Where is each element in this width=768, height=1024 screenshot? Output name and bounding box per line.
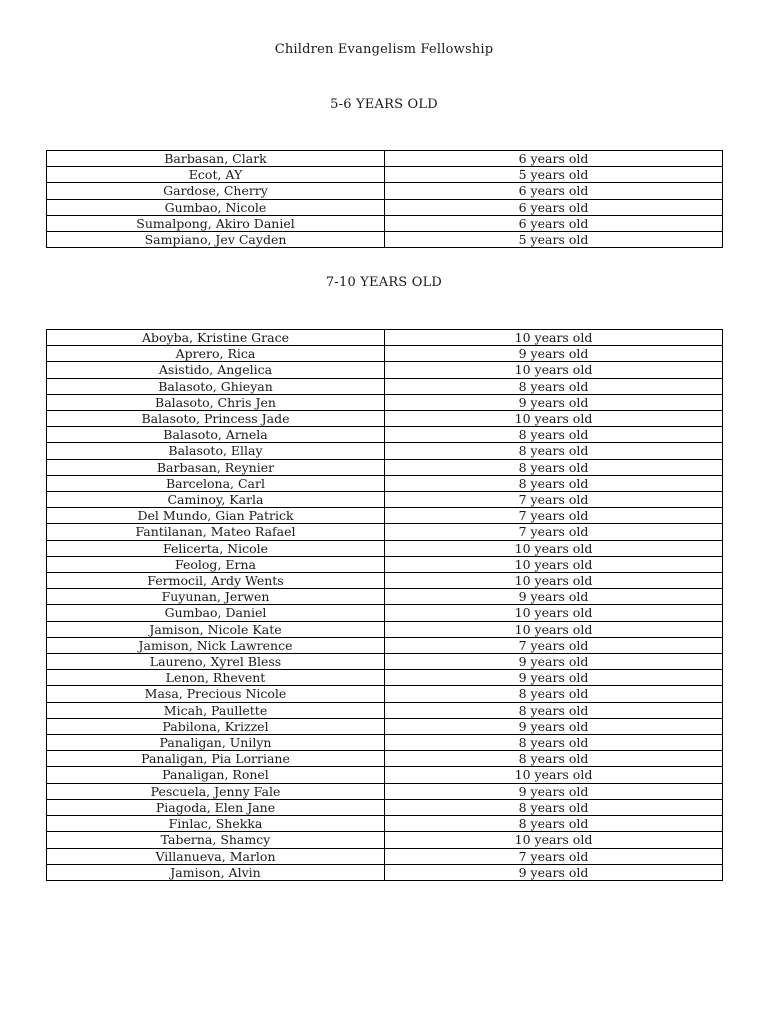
table-row [47, 735, 723, 751]
child-name-cell: Panaligan, Pia Lorriane [47, 751, 385, 767]
child-age-cell: 8 years old [385, 686, 723, 702]
table-row [47, 702, 723, 718]
child-age-cell: 9 years old [385, 346, 723, 362]
child-age-cell: 8 years old [385, 443, 723, 459]
child-name-cell: Gumbao, Nicole [47, 199, 385, 215]
child-age-cell: 9 years old [385, 670, 723, 686]
table-row [47, 799, 723, 815]
table-row [47, 378, 723, 394]
child-name-cell: Sampiano, Jev Cayden [47, 232, 385, 248]
child-name-cell: Lenon, Rhevent [47, 670, 385, 686]
child-age-cell: 10 years old [385, 621, 723, 637]
child-age-cell: 10 years old [385, 556, 723, 572]
child-name-cell: Del Mundo, Gian Patrick [47, 508, 385, 524]
table-row [47, 427, 723, 443]
child-name-cell: Taberna, Shamcy [47, 832, 385, 848]
child-age-cell: 10 years old [385, 362, 723, 378]
child-name-cell: Villanueva, Marlon [47, 848, 385, 864]
child-age-cell: 7 years old [385, 524, 723, 540]
child-age-cell: 7 years old [385, 637, 723, 653]
child-name-cell: Barbasan, Reynier [47, 459, 385, 475]
child-name-cell: Barcelona, Carl [47, 475, 385, 491]
child-age-cell: 8 years old [385, 799, 723, 815]
table-row [47, 475, 723, 491]
child-age-cell: 6 years old [385, 183, 723, 199]
child-age-cell: 9 years old [385, 654, 723, 670]
table-row [47, 232, 723, 248]
table-row [47, 508, 723, 524]
child-age-cell: 8 years old [385, 427, 723, 443]
table-row [47, 362, 723, 378]
table-row [47, 621, 723, 637]
table-row [47, 443, 723, 459]
child-age-cell: 10 years old [385, 330, 723, 346]
table-row [47, 832, 723, 848]
table-row [47, 589, 723, 605]
table-row [47, 394, 723, 410]
child-name-cell: Panaligan, Unilyn [47, 735, 385, 751]
child-age-cell: 9 years old [385, 864, 723, 880]
child-name-cell: Gardose, Cherry [47, 183, 385, 199]
child-name-cell: Gumbao, Daniel [47, 605, 385, 621]
child-age-cell: 8 years old [385, 816, 723, 832]
child-age-cell: 6 years old [385, 199, 723, 215]
table-row [47, 816, 723, 832]
child-age-cell: 10 years old [385, 832, 723, 848]
child-name-cell: Ecot, AY [47, 167, 385, 183]
child-age-cell: 9 years old [385, 718, 723, 734]
child-age-cell: 10 years old [385, 540, 723, 556]
child-name-cell: Finlac, Shekka [47, 816, 385, 832]
child-name-cell: Balasoto, Arnela [47, 427, 385, 443]
table-row [47, 330, 723, 346]
table-row [47, 605, 723, 621]
table-row [47, 183, 723, 199]
child-name-cell: Micah, Paullette [47, 702, 385, 718]
child-name-cell: Fuyunan, Jerwen [47, 589, 385, 605]
table-row [47, 215, 723, 231]
child-name-cell: Asistido, Angelica [47, 362, 385, 378]
child-age-cell: 8 years old [385, 702, 723, 718]
child-age-cell: 9 years old [385, 783, 723, 799]
child-name-cell: Balasoto, Princess Jade [47, 411, 385, 427]
child-name-cell: Jamison, Nicole Kate [47, 621, 385, 637]
child-age-cell: 8 years old [385, 459, 723, 475]
table-row [47, 411, 723, 427]
table-row [47, 540, 723, 556]
child-name-cell: Fermocil, Ardy Wents [47, 573, 385, 589]
table-row [47, 524, 723, 540]
table-row [47, 718, 723, 734]
table-row [47, 783, 723, 799]
child-age-cell: 8 years old [385, 751, 723, 767]
child-age-cell: 5 years old [385, 167, 723, 183]
child-name-cell: Caminoy, Karla [47, 492, 385, 508]
child-age-cell: 9 years old [385, 589, 723, 605]
table-row [47, 864, 723, 880]
child-name-cell: Pescuela, Jenny Fale [47, 783, 385, 799]
table-row [47, 848, 723, 864]
child-age-cell: 8 years old [385, 735, 723, 751]
table-row [47, 556, 723, 572]
child-name-cell: Aboyba, Kristine Grace [47, 330, 385, 346]
child-name-cell: Balasoto, Ghieyan [47, 378, 385, 394]
child-age-cell: 7 years old [385, 848, 723, 864]
child-name-cell: Balasoto, Chris Jen [47, 394, 385, 410]
table-row [47, 346, 723, 362]
child-name-cell: Jamison, Alvin [47, 864, 385, 880]
roster-table-5-6 [46, 150, 723, 248]
child-age-cell: 10 years old [385, 605, 723, 621]
table-row [47, 751, 723, 767]
child-age-cell: 10 years old [385, 767, 723, 783]
child-name-cell: Masa, Precious Nicole [47, 686, 385, 702]
table-row [47, 686, 723, 702]
table-row [47, 573, 723, 589]
roster-table-7-10 [46, 329, 723, 881]
child-name-cell: Pabilona, Krizzel [47, 718, 385, 734]
child-name-cell: Balasoto, Ellay [47, 443, 385, 459]
child-name-cell: Fantilanan, Mateo Rafael [47, 524, 385, 540]
child-name-cell: Aprero, Rica [47, 346, 385, 362]
child-name-cell: Feolog, Erna [47, 556, 385, 572]
child-name-cell: Barbasan, Clark [47, 151, 385, 167]
child-age-cell: 10 years old [385, 411, 723, 427]
section-heading-5-6: 5-6 YEARS OLD [330, 97, 438, 112]
child-age-cell: 8 years old [385, 475, 723, 491]
table-row [47, 492, 723, 508]
table-row [47, 670, 723, 686]
table-row [47, 654, 723, 670]
section-heading-7-10: 7-10 YEARS OLD [325, 275, 443, 290]
child-age-cell: 7 years old [385, 508, 723, 524]
child-age-cell: 8 years old [385, 378, 723, 394]
child-age-cell: 10 years old [385, 573, 723, 589]
child-age-cell: 7 years old [385, 492, 723, 508]
table-row [47, 199, 723, 215]
child-name-cell: Panaligan, Ronel [47, 767, 385, 783]
child-name-cell: Piagoda, Elen Jane [47, 799, 385, 815]
child-age-cell: 5 years old [385, 232, 723, 248]
child-age-cell: 6 years old [385, 151, 723, 167]
child-name-cell: Sumalpong, Akiro Daniel [47, 215, 385, 231]
page-title: Children Evangelism Fellowship [274, 42, 494, 57]
table-row [47, 167, 723, 183]
table-row [47, 767, 723, 783]
child-age-cell: 6 years old [385, 215, 723, 231]
table-row [47, 151, 723, 167]
child-name-cell: Felicerta, Nicole [47, 540, 385, 556]
table-row [47, 459, 723, 475]
child-age-cell: 9 years old [385, 394, 723, 410]
child-name-cell: Laureno, Xyrel Bless [47, 654, 385, 670]
child-name-cell: Jamison, Nick Lawrence [47, 637, 385, 653]
table-row [47, 637, 723, 653]
